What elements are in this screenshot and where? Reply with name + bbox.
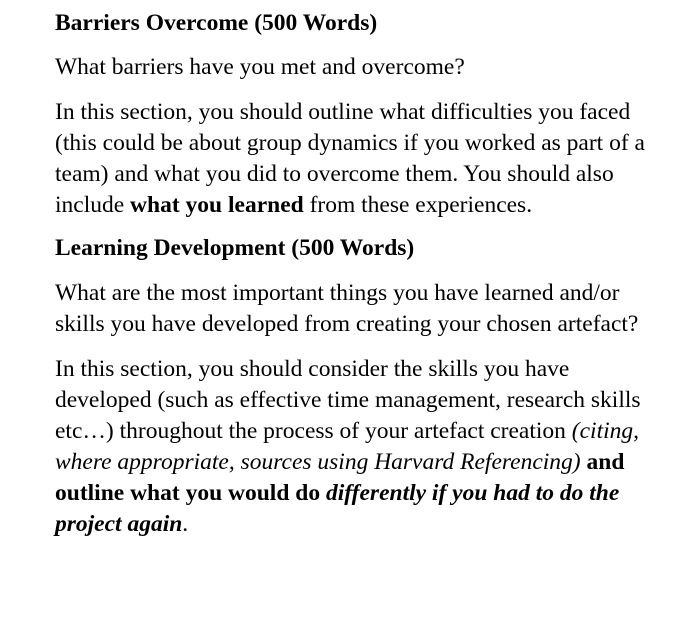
learning-body-bold-italic: differently if you had to do the project again [55,480,620,537]
learning-body [55,354,655,540]
barriers-question: What barriers have you met and overcome? [55,54,465,80]
learning-body-italic: (citing, where appropriate, sources using Harvard Referencing) [55,418,640,475]
learning-body-bold: and outline what you would do [55,449,625,506]
barriers-heading: Barriers Overcome (500 Words) [55,10,378,36]
barriers-body [55,97,655,221]
learning-question: What are the most important things you have learned and/or skills you have developed from creating your chosen artefact? [55,280,639,337]
document [55,8,655,540]
barriers-body-bold: what you learned [130,192,304,218]
barriers-body-text-2: from these experiences. [303,192,533,218]
barriers-body-text-1: In this section, you should outline what difficulties you faced (this could be about group dynamics if you worked as part of a team) and what you did to overcome them. You should also include [55,99,645,218]
learning-body-end: . [182,511,189,537]
learning-body-text-1: In this section, you should consider the skills you have developed (such as effective time management, research skills etc…) throughout the process of your artefact creation [55,356,641,444]
learning-heading: Learning Development (500 Words) [55,235,415,261]
